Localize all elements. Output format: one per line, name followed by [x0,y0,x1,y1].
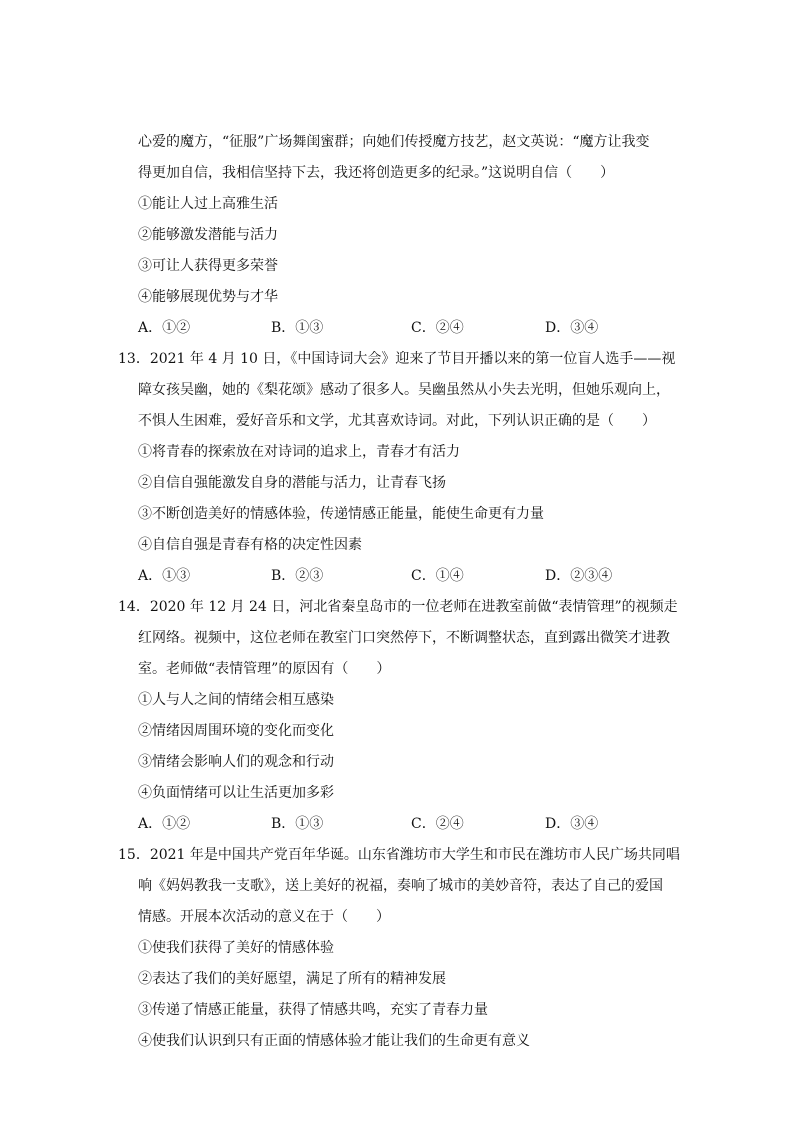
q13-stem-line-1: 13．2021 年 4 月 10 日，《中国诗词大会》迎来了节目开播以来的第一位盲人选手——视 [118,351,676,367]
q13-item-4: ④自信自强是青春有格的决定性因素 [138,537,362,553]
q14-option-a: A．①② [138,816,191,832]
q12-option-b: B．①③ [271,320,324,336]
q12-option-d: D．③④ [545,320,599,336]
q14-option-c: C．②④ [411,816,464,832]
q15-item-1: ①使我们获得了美好的情感体验 [138,940,334,956]
q13-option-d: D．②③④ [545,568,613,584]
q12-option-a: A．①② [138,320,191,336]
q12-stem-line-2: 得更加自信，我相信坚持下去，我还将创造更多的纪录。”这说明自信（ ） [138,165,615,181]
q15-item-4: ④使我们认识到只有正面的情感体验才能让我们的生命更有意义 [138,1033,530,1049]
q14-stem-line-1: 14．2020 年 12 月 24 日，河北省秦皇岛市的一位老师在进教室前做“表情管理”的视频走 [118,599,678,615]
q14-option-d: D．③④ [545,816,599,832]
q12-item-3: ③可让人获得更多荣誉 [138,258,278,274]
q14-item-2: ②情绪因周围环境的变化而变化 [138,723,334,739]
q12-stem-line-1: 心爱的魔方，“征服”广场舞闺蜜群；向她们传授魔方技艺，赵文英说：“魔方让我变 [138,134,650,150]
q12-option-c: C．②④ [411,320,464,336]
q13-stem-line-3: 不惧人生困难，爱好音乐和文学，尤其喜欢诗词。对此，下列认识正确的是（ ） [138,413,656,429]
q15-stem-line-1: 15．2021 年是中国共产党百年华诞。山东省潍坊市大学生和市民在潍坊市人民广场共同唱 [118,847,680,863]
q15-stem-line-3: 情感。开展本次活动的意义在于（ ） [138,909,390,925]
q14-option-b: B．①③ [271,816,324,832]
q13-option-a: A．①③ [138,568,191,584]
q14-stem-line-2: 红网络。视频中，这位老师在教室门口突然停下，不断调整状态，直到露出微笑才进教 [138,630,670,646]
q13-item-3: ③不断创造美好的情感体验，传递情感正能量，能使生命更有力量 [138,506,544,522]
q13-option-c: C．①④ [411,568,464,584]
q14-item-3: ③情绪会影响人们的观念和行动 [138,754,334,770]
q14-item-4: ④负面情绪可以让生活更加多彩 [138,785,334,801]
q14-stem-line-3: 室。老师做“表情管理”的原因有（ ） [138,661,391,677]
q13-option-b: B．②③ [271,568,324,584]
q12-item-4: ④能够展现优势与才华 [138,289,278,305]
q14-item-1: ①人与人之间的情绪会相互感染 [138,692,334,708]
q12-item-1: ①能让人过上高雅生活 [138,196,278,212]
q15-item-3: ③传递了情感正能量，获得了情感共鸣，充实了青春力量 [138,1002,488,1018]
q13-item-2: ②自信自强能激发自身的潜能与活力，让青春飞扬 [138,475,446,491]
q15-item-2: ②表达了我们的美好愿望，满足了所有的精神发展 [138,971,446,987]
q12-item-2: ②能够激发潜能与活力 [138,227,278,243]
q13-stem-line-2: 障女孩吴幽，她的《梨花颂》感动了很多人。吴幽虽然从小失去光明，但她乐观向上， [138,382,670,398]
q15-stem-line-2: 响《妈妈教我一支歌》，送上美好的祝福，奏响了城市的美妙音符，表达了自己的爱国 [138,878,663,894]
q13-item-1: ①将青春的探索放在对诗词的追求上，青春才有活力 [138,444,460,460]
